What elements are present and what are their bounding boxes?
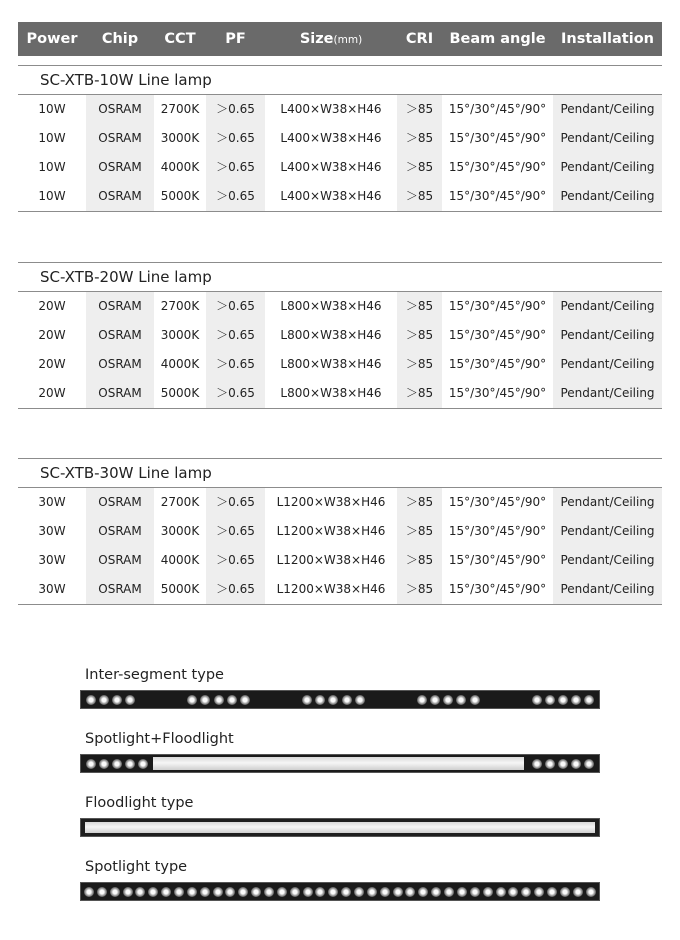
- spot-flood-lamp-image: [80, 754, 600, 773]
- led-spot-icon: [532, 695, 542, 705]
- led-spot-icon: [200, 887, 210, 897]
- cell-cri: ＞85: [397, 124, 442, 153]
- cell-chip: OSRAM: [86, 488, 154, 517]
- cell-power: 10W: [38, 160, 66, 174]
- cell-chip: OSRAM: [86, 379, 154, 408]
- led-spot-icon: [430, 695, 440, 705]
- cell-power: 30W: [38, 524, 66, 538]
- cell-cct: 5000K: [160, 189, 200, 203]
- led-spot-icon: [521, 887, 531, 897]
- table-row: [18, 350, 662, 379]
- led-spot-icon: [545, 695, 555, 705]
- cell-size: L1200×W38×H46: [276, 524, 386, 538]
- cell-installation: Pendant/Ceiling: [553, 153, 662, 182]
- section-title: SC-XTB-30W Line lamp: [40, 464, 212, 482]
- cell-cri: ＞85: [397, 379, 442, 408]
- cell-power: 30W: [38, 553, 66, 567]
- led-spot-icon: [496, 887, 506, 897]
- led-spot-icon: [277, 887, 287, 897]
- led-spot-icon: [112, 695, 122, 705]
- cell-beam-angle: 15°/30°/45°/90°: [448, 524, 547, 538]
- spot-group: [183, 695, 252, 705]
- cell-size: L800×W38×H46: [280, 299, 382, 313]
- header-beam-angle: Beam angle: [449, 31, 546, 47]
- divider: [18, 408, 662, 409]
- led-spot-icon: [99, 759, 109, 769]
- cell-chip: OSRAM: [86, 182, 154, 211]
- led-spot-icon: [547, 887, 557, 897]
- cell-chip: OSRAM: [86, 575, 154, 604]
- table-row: [18, 292, 662, 321]
- table-row: [18, 153, 662, 182]
- spot-group: [527, 759, 599, 769]
- cell-power: 10W: [38, 189, 66, 203]
- led-spot-icon: [112, 759, 122, 769]
- cell-beam-angle: 15°/30°/45°/90°: [448, 160, 547, 174]
- led-spot-icon: [560, 887, 570, 897]
- cell-cri: ＞85: [397, 517, 442, 546]
- led-spot-icon: [86, 695, 96, 705]
- cell-size: L400×W38×H46: [280, 160, 382, 174]
- led-spot-icon: [558, 759, 568, 769]
- led-spot-icon: [328, 695, 338, 705]
- table-row: [18, 379, 662, 408]
- cell-chip: OSRAM: [86, 292, 154, 321]
- led-spot-icon: [99, 695, 109, 705]
- led-spot-icon: [545, 759, 555, 769]
- cell-pf: ＞0.65: [206, 124, 265, 153]
- table-row: [18, 182, 662, 211]
- cell-beam-angle: 15°/30°/45°/90°: [448, 386, 547, 400]
- led-spot-icon: [354, 887, 364, 897]
- led-spot-icon: [341, 887, 351, 897]
- cell-power: 10W: [38, 131, 66, 145]
- section-title: SC-XTB-20W Line lamp: [40, 268, 212, 286]
- section-rows: [18, 95, 662, 211]
- cell-pf: ＞0.65: [206, 350, 265, 379]
- cell-size: L1200×W38×H46: [276, 582, 386, 596]
- led-spot-icon: [534, 887, 544, 897]
- cell-size: L800×W38×H46: [280, 328, 382, 342]
- led-spot-icon: [584, 695, 594, 705]
- cell-installation: Pendant/Ceiling: [553, 546, 662, 575]
- cell-cct: 2700K: [160, 299, 200, 313]
- led-spot-icon: [125, 759, 135, 769]
- cell-beam-angle: 15°/30°/45°/90°: [448, 582, 547, 596]
- header-installation: Installation: [561, 31, 654, 47]
- led-spot-icon: [315, 887, 325, 897]
- led-spot-icon: [227, 695, 237, 705]
- led-spot-icon: [558, 695, 568, 705]
- led-spot-icon: [470, 695, 480, 705]
- cell-cct: 4000K: [160, 357, 200, 371]
- section-rows: [18, 292, 662, 408]
- cell-cri: ＞85: [397, 321, 442, 350]
- floodlight-lamp-image: [80, 818, 600, 837]
- cell-size: L800×W38×H46: [280, 386, 382, 400]
- cell-cri: ＞85: [397, 153, 442, 182]
- cell-beam-angle: 15°/30°/45°/90°: [448, 553, 547, 567]
- section-rows: [18, 488, 662, 604]
- led-spot-icon: [138, 759, 148, 769]
- cell-installation: Pendant/Ceiling: [553, 517, 662, 546]
- cell-pf: ＞0.65: [206, 517, 265, 546]
- cell-beam-angle: 15°/30°/45°/90°: [448, 102, 547, 116]
- led-spot-icon: [264, 887, 274, 897]
- led-spot-icon: [342, 695, 352, 705]
- cell-power: 20W: [38, 299, 66, 313]
- led-spot-icon: [417, 695, 427, 705]
- inter-segment-label: Inter-segment type: [85, 667, 224, 683]
- cell-cct: 3000K: [160, 131, 200, 145]
- spot-group: [527, 695, 599, 705]
- section-20w: [18, 262, 662, 409]
- cell-pf: ＞0.65: [206, 95, 265, 124]
- led-spot-icon: [86, 759, 96, 769]
- spot-group: [297, 695, 366, 705]
- cell-cct: 2700K: [160, 495, 200, 509]
- led-spot-icon: [573, 887, 583, 897]
- cell-pf: ＞0.65: [206, 575, 265, 604]
- led-spot-icon: [240, 695, 250, 705]
- spot-group: [81, 695, 137, 705]
- led-spot-icon: [123, 887, 133, 897]
- cell-size: L400×W38×H46: [280, 189, 382, 203]
- led-spot-icon: [571, 695, 581, 705]
- led-spot-icon: [214, 695, 224, 705]
- led-spot-icon: [470, 887, 480, 897]
- led-spot-icon: [125, 695, 135, 705]
- spotlight-lamp-image: [80, 882, 600, 901]
- cell-pf: ＞0.65: [206, 153, 265, 182]
- cell-installation: Pendant/Ceiling: [553, 124, 662, 153]
- led-spot-icon: [418, 887, 428, 897]
- led-spot-icon: [328, 887, 338, 897]
- led-spot-icon: [355, 695, 365, 705]
- cell-power: 20W: [38, 357, 66, 371]
- led-spot-icon: [315, 695, 325, 705]
- section-title: SC-XTB-10W Line lamp: [40, 71, 212, 89]
- led-spot-icon: [187, 695, 197, 705]
- led-spot-icon: [200, 695, 210, 705]
- cell-size: L400×W38×H46: [280, 102, 382, 116]
- cell-beam-angle: 15°/30°/45°/90°: [448, 328, 547, 342]
- table-row: [18, 517, 662, 546]
- cell-installation: Pendant/Ceiling: [553, 575, 662, 604]
- cell-installation: Pendant/Ceiling: [553, 95, 662, 124]
- header-chip: Chip: [101, 31, 139, 47]
- led-spot-icon: [303, 887, 313, 897]
- led-spot-icon: [213, 887, 223, 897]
- led-spot-icon: [571, 759, 581, 769]
- table-row: [18, 575, 662, 604]
- header-cri: CRI: [405, 31, 434, 47]
- cell-chip: OSRAM: [86, 350, 154, 379]
- section-30w: [18, 458, 662, 605]
- cell-cri: ＞85: [397, 488, 442, 517]
- led-spot-icon: [443, 695, 453, 705]
- led-spot-icon: [584, 759, 594, 769]
- table-row: [18, 546, 662, 575]
- cell-cri: ＞85: [397, 546, 442, 575]
- cell-installation: Pendant/Ceiling: [553, 292, 662, 321]
- table-row: [18, 488, 662, 517]
- cell-beam-angle: 15°/30°/45°/90°: [448, 495, 547, 509]
- header-size: [265, 31, 397, 47]
- section-10w: [18, 65, 662, 212]
- cell-cct: 4000K: [160, 160, 200, 174]
- cell-power: 30W: [38, 582, 66, 596]
- cell-pf: ＞0.65: [206, 546, 265, 575]
- cell-cri: ＞85: [397, 182, 442, 211]
- led-spot-icon: [393, 887, 403, 897]
- cell-power: 20W: [38, 386, 66, 400]
- cell-chip: OSRAM: [86, 153, 154, 182]
- divider: [18, 604, 662, 605]
- cell-beam-angle: 15°/30°/45°/90°: [448, 131, 547, 145]
- header-size-unit: (mm): [333, 34, 363, 46]
- cell-cct: 5000K: [160, 386, 200, 400]
- flood-strip: [85, 822, 595, 833]
- led-spot-icon: [290, 887, 300, 897]
- cell-chip: OSRAM: [86, 124, 154, 153]
- cell-cct: 3000K: [160, 524, 200, 538]
- flood-strip: [153, 757, 524, 770]
- led-spot-icon: [367, 887, 377, 897]
- led-spot-icon: [251, 887, 261, 897]
- led-spot-icon: [84, 887, 94, 897]
- table-row: [18, 95, 662, 124]
- led-spot-icon: [586, 887, 596, 897]
- cell-beam-angle: 15°/30°/45°/90°: [448, 299, 547, 313]
- spot-group: [412, 695, 481, 705]
- cell-cri: ＞85: [397, 575, 442, 604]
- led-spot-icon: [444, 887, 454, 897]
- cell-beam-angle: 15°/30°/45°/90°: [448, 357, 547, 371]
- led-spot-icon: [135, 887, 145, 897]
- divider: [18, 211, 662, 212]
- cell-size: L800×W38×H46: [280, 357, 382, 371]
- header-cct: CCT: [164, 31, 196, 47]
- cell-pf: ＞0.65: [206, 379, 265, 408]
- led-spot-icon: [148, 887, 158, 897]
- led-spot-icon: [405, 887, 415, 897]
- led-spot-icon: [456, 695, 466, 705]
- led-spot-icon: [483, 887, 493, 897]
- cell-installation: Pendant/Ceiling: [553, 379, 662, 408]
- cell-pf: ＞0.65: [206, 292, 265, 321]
- cell-installation: Pendant/Ceiling: [553, 182, 662, 211]
- spotlight-label: Spotlight type: [85, 859, 188, 875]
- led-spot-icon: [431, 887, 441, 897]
- cell-size: L1200×W38×H46: [276, 553, 386, 567]
- cell-power: 30W: [38, 495, 66, 509]
- cell-power: 10W: [38, 102, 66, 116]
- cell-pf: ＞0.65: [206, 182, 265, 211]
- spot-group: [81, 759, 150, 769]
- header-pf: PF: [225, 31, 246, 47]
- cell-installation: Pendant/Ceiling: [553, 350, 662, 379]
- cell-cct: 5000K: [160, 582, 200, 596]
- cell-cct: 3000K: [160, 328, 200, 342]
- cell-installation: Pendant/Ceiling: [553, 321, 662, 350]
- led-spot-icon: [457, 887, 467, 897]
- spot-group: [81, 887, 599, 897]
- cell-pf: ＞0.65: [206, 488, 265, 517]
- cell-cct: 2700K: [160, 102, 200, 116]
- led-spot-icon: [110, 887, 120, 897]
- cell-size: L1200×W38×H46: [276, 495, 386, 509]
- table-row: [18, 124, 662, 153]
- cell-beam-angle: 15°/30°/45°/90°: [448, 189, 547, 203]
- led-spot-icon: [174, 887, 184, 897]
- inter-segment-lamp-image: [80, 690, 600, 709]
- cell-chip: OSRAM: [86, 321, 154, 350]
- table-row: [18, 321, 662, 350]
- floodlight-label: Floodlight type: [85, 795, 194, 811]
- cell-power: 20W: [38, 328, 66, 342]
- led-spot-icon: [238, 887, 248, 897]
- cell-pf: ＞0.65: [206, 321, 265, 350]
- header-power: Power: [26, 31, 78, 47]
- led-spot-icon: [97, 887, 107, 897]
- spec-table-header: [18, 22, 662, 56]
- cell-cri: ＞85: [397, 350, 442, 379]
- spot-flood-label: Spotlight+Floodlight: [85, 731, 234, 747]
- cell-size: L400×W38×H46: [280, 131, 382, 145]
- cell-installation: Pendant/Ceiling: [553, 488, 662, 517]
- led-spot-icon: [187, 887, 197, 897]
- cell-chip: OSRAM: [86, 95, 154, 124]
- led-spot-icon: [508, 887, 518, 897]
- led-spot-icon: [302, 695, 312, 705]
- cell-cri: ＞85: [397, 95, 442, 124]
- led-spot-icon: [161, 887, 171, 897]
- led-spot-icon: [532, 759, 542, 769]
- led-spot-icon: [225, 887, 235, 897]
- header-size-label: Size: [299, 31, 334, 47]
- cell-chip: OSRAM: [86, 517, 154, 546]
- cell-cct: 4000K: [160, 553, 200, 567]
- cell-cri: ＞85: [397, 292, 442, 321]
- cell-chip: OSRAM: [86, 546, 154, 575]
- led-spot-icon: [380, 887, 390, 897]
